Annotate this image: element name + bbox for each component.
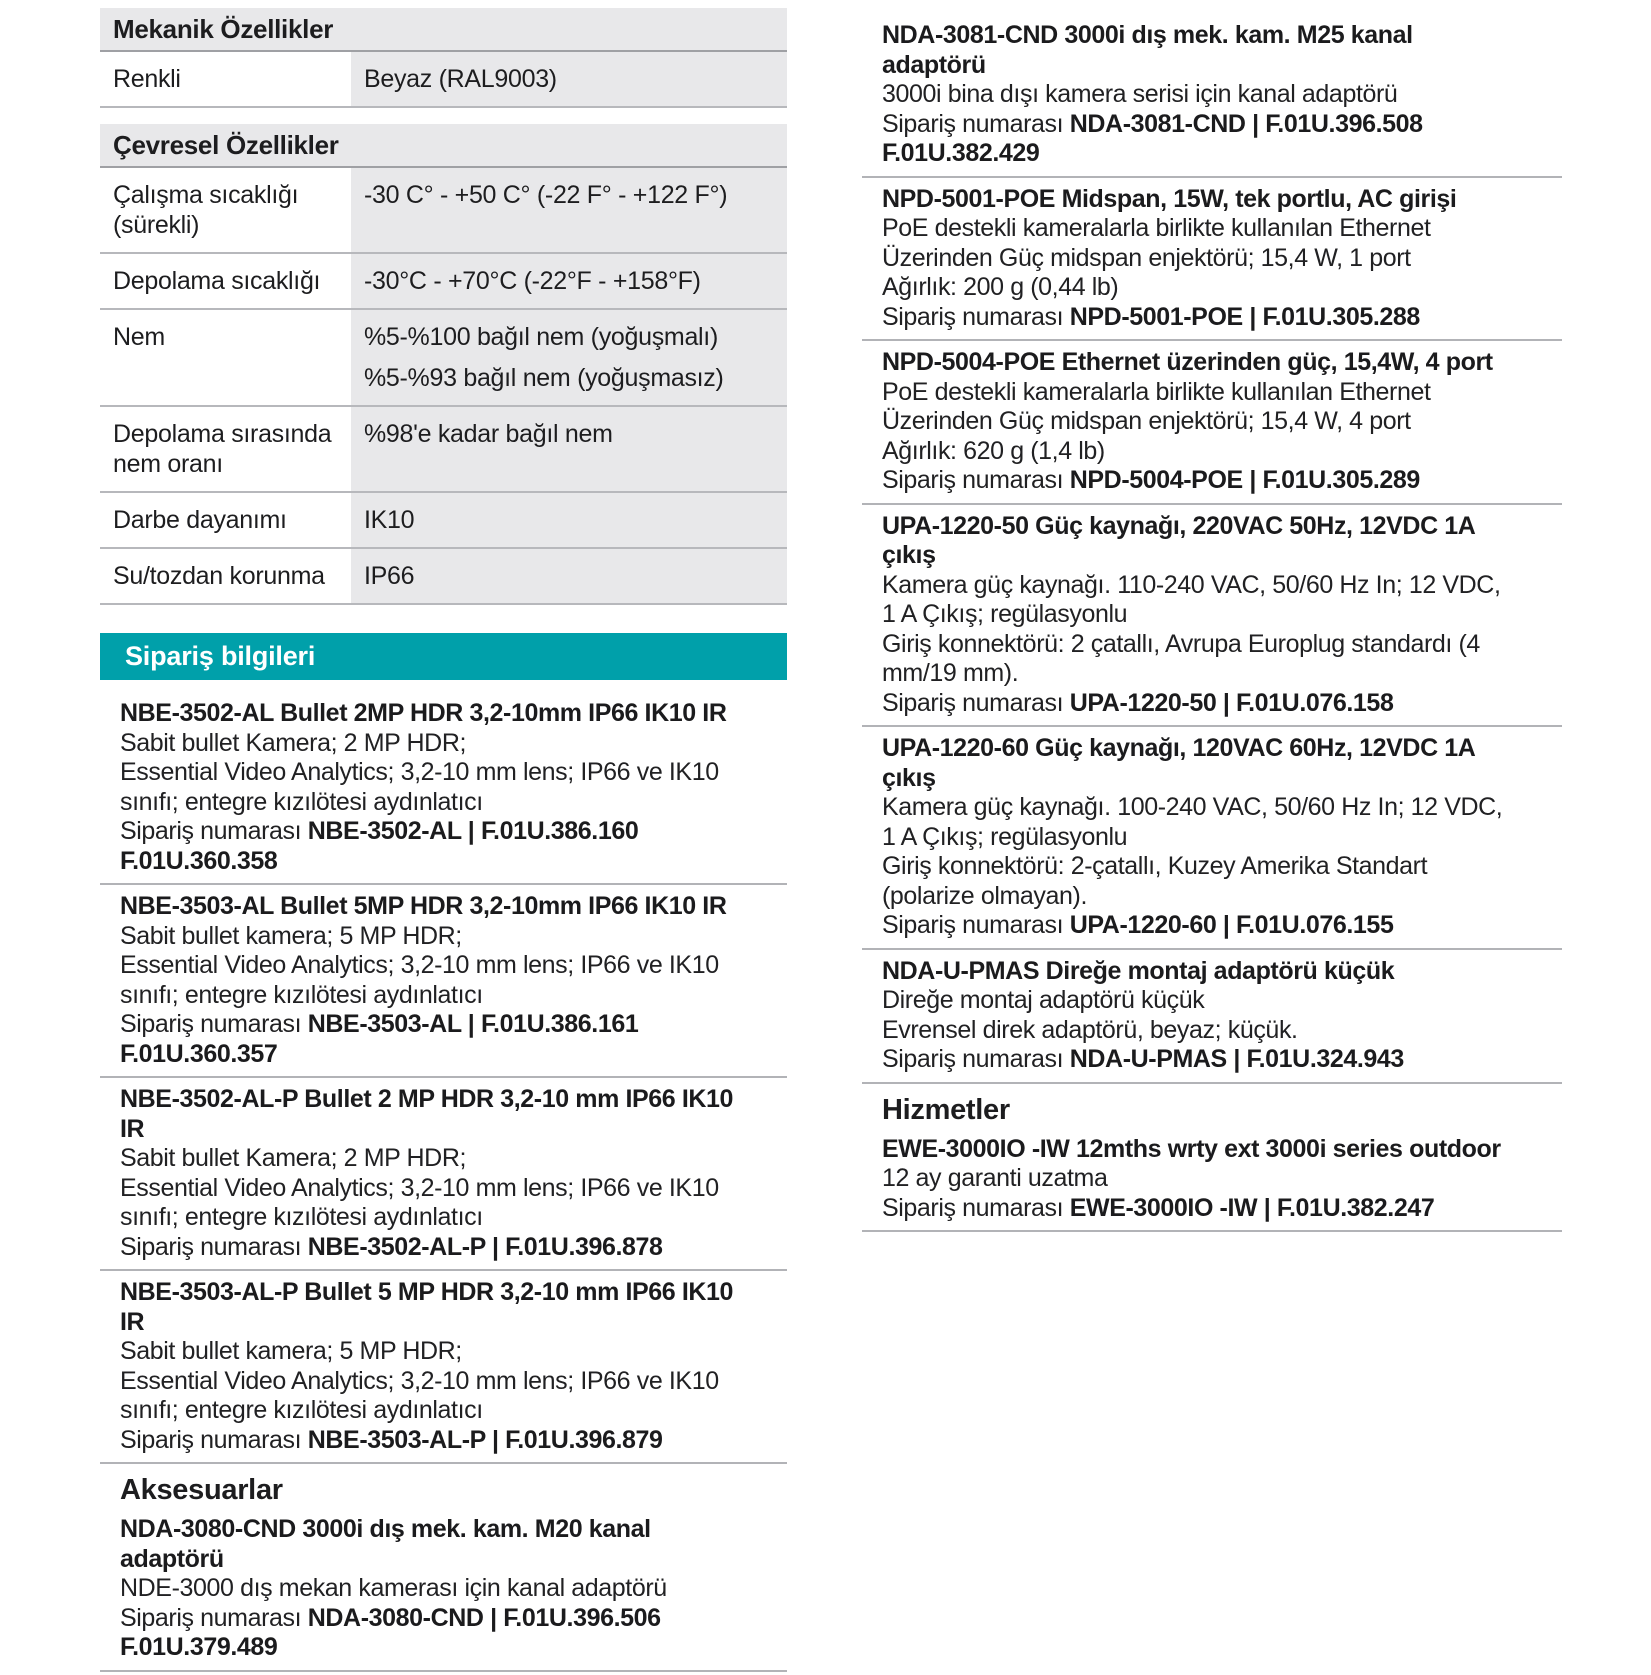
order-number-line — [120, 1233, 787, 1263]
environmental-specs-table — [100, 124, 787, 605]
product-description-line: 1 A Çıkış; regülasyonlu — [882, 600, 1128, 628]
order-label: Sipariş numarası — [882, 911, 1064, 939]
order-number-line — [882, 1045, 1562, 1075]
product-description-line: sınıfı; entegre kızılötesi aydınlatıcı — [120, 1203, 483, 1231]
product-description-line: sınıfı; entegre kızılötesi aydınlatıcı — [120, 1396, 483, 1424]
spec-value: -30°C - +70°C (-22°F - +158°F) — [351, 254, 787, 308]
order-number: NBE-3502-AL-P | F.01U.396.878 — [307, 1232, 663, 1261]
product-description-line: Essential Video Analytics; 3,2-10 mm lens; IP66 ve IK10 — [120, 1366, 719, 1395]
order-number-extra: F.01U.382.429 — [882, 139, 1040, 167]
product-title-line: NBE-3503-AL-P Bullet 5 MP HDR 3,2-10 mm IP66 IK10 — [120, 1278, 734, 1306]
order-label: Sipariş numarası — [882, 466, 1064, 494]
product-description-line: Ağırlık: 200 g (0,44 lb) — [882, 273, 1119, 301]
table-row — [100, 52, 787, 108]
order-number-line — [882, 466, 1562, 496]
product-description-line: Sabit bullet kamera; 5 MP HDR; — [120, 1337, 462, 1365]
product-description-line: NDE-3000 dış mekan kamerası için kanal adaptörü — [120, 1574, 667, 1602]
order-number: NDA-U-PMAS | F.01U.324.943 — [1069, 1045, 1404, 1073]
order-number: EWE-3000IO -IW | F.01U.382.247 — [1069, 1193, 1435, 1222]
product-entry — [100, 885, 787, 1078]
order-number-line — [120, 1426, 787, 1456]
order-label: Sipariş numarası — [120, 1232, 302, 1261]
product-title-line: adaptörü — [882, 50, 986, 79]
spec-value: %5-%100 bağıl nem (yoğuşmalı) %5-%93 bağıl nem (yoğuşmasız) — [351, 310, 787, 405]
left-column — [100, 8, 787, 1672]
order-number: UPA-1220-60 | F.01U.076.155 — [1069, 911, 1394, 939]
order-number: NBE-3503-AL | F.01U.386.161 — [307, 1010, 639, 1038]
spec-label: Darbe dayanımı — [100, 493, 351, 547]
spec-label: Su/tozdan korunma — [100, 549, 351, 603]
product-title-line: EWE-3000IO -IW 12mths wrty ext 3000i series outdoor — [882, 1134, 1501, 1163]
product-entry — [862, 1128, 1562, 1233]
spec-value: IK10 — [351, 493, 787, 547]
table-header: Çevresel Özellikler — [100, 124, 787, 168]
table-header: Mekanik Özellikler — [100, 8, 787, 52]
product-description-line: Kamera güç kaynağı. 110-240 VAC, 50/60 Hz In; 12 VDC, — [882, 570, 1501, 599]
order-number-line — [120, 1604, 787, 1634]
product-description-line: Sabit bullet kamera; 5 MP HDR; — [120, 921, 462, 950]
product-title-line: NBE-3502-AL-P Bullet 2 MP HDR 3,2-10 mm IP66 IK10 — [120, 1085, 734, 1113]
product-entry — [862, 14, 1562, 178]
spec-value: %98'e kadar bağıl nem — [351, 407, 787, 491]
product-description-line: mm/19 mm). — [882, 659, 1019, 687]
product-entry — [862, 727, 1562, 950]
order-info-banner: Sipariş bilgileri — [100, 633, 787, 680]
right-column — [862, 8, 1562, 1672]
product-entry — [862, 341, 1562, 505]
mechanical-specs-table — [100, 8, 787, 108]
product-description-line: Essential Video Analytics; 3,2-10 mm lens; IP66 ve IK10 — [120, 951, 719, 979]
product-description-line: Direğe montaj adaptörü küçük — [882, 986, 1205, 1014]
spec-label: Depolama sıcaklığı — [100, 254, 351, 308]
product-title-line: NDA-3081-CND 3000i dış mek. kam. M25 kanal — [882, 21, 1413, 49]
order-number-line — [882, 110, 1562, 140]
table-row — [100, 254, 787, 310]
accessories-heading: Aksesuarlar — [120, 1474, 283, 1506]
order-label: Sipariş numarası — [120, 1603, 302, 1632]
product-description-line: 3000i bina dışı kamera serisi için kanal adaptörü — [882, 80, 1398, 108]
order-number-extra: F.01U.360.358 — [120, 846, 278, 875]
product-title-line: UPA-1220-50 Güç kaynağı, 220VAC 50Hz, 12VDC 1A — [882, 511, 1476, 540]
spec-label: Renkli — [100, 52, 351, 106]
product-entry — [100, 1078, 787, 1271]
table-row — [100, 549, 787, 605]
product-title-line: UPA-1220-60 Güç kaynağı, 120VAC 60Hz, 12VDC 1A — [882, 734, 1476, 762]
spec-label: Nem — [100, 310, 351, 405]
product-description-line: Essential Video Analytics; 3,2-10 mm lens; IP66 ve IK10 — [120, 758, 719, 786]
product-title-line: NDA-3080-CND 3000i dış mek. kam. M20 kanal — [120, 1515, 651, 1543]
order-label: Sipariş numarası — [882, 302, 1064, 331]
product-description-line: PoE destekli kameralarla birlikte kullanılan Ethernet — [882, 377, 1431, 406]
spec-label: Çalışma sıcaklığı (sürekli) — [100, 168, 351, 252]
order-products-list — [100, 692, 787, 1672]
product-title-line: IR — [120, 1114, 145, 1143]
order-number: NBE-3503-AL-P | F.01U.396.879 — [307, 1425, 663, 1454]
product-description-line: sınıfı; entegre kızılötesi aydınlatıcı — [120, 980, 483, 1009]
order-label: Sipariş numarası — [882, 1045, 1064, 1073]
order-label: Sipariş numarası — [882, 109, 1064, 138]
product-title-line: çıkış — [882, 541, 936, 569]
table-row — [100, 310, 787, 407]
services-heading: Hizmetler — [882, 1093, 1010, 1126]
product-description-line: Kamera güç kaynağı. 100-240 VAC, 50/60 Hz In; 12 VDC, — [882, 793, 1503, 821]
spec-label: Depolama sırasında nem oranı — [100, 407, 351, 491]
order-label: Sipariş numarası — [882, 688, 1064, 717]
product-title-line: adaptörü — [120, 1544, 224, 1573]
product-description-line: Üzerinden Güç midspan enjektörü; 15,4 W, 4 port — [882, 407, 1411, 435]
product-entry — [862, 505, 1562, 728]
product-entry — [100, 1271, 787, 1464]
product-description-line: Essential Video Analytics; 3,2-10 mm lens; IP66 ve IK10 — [120, 1173, 719, 1202]
product-entry — [862, 178, 1562, 342]
table-row — [100, 407, 787, 493]
order-number-line — [882, 911, 1562, 941]
product-title-line: NBE-3503-AL Bullet 5MP HDR 3,2-10mm IP66 IK10 IR — [120, 892, 727, 920]
order-number-extra: F.01U.360.357 — [120, 1039, 278, 1068]
product-title-line: NBE-3502-AL Bullet 2MP HDR 3,2-10mm IP66 IK10 IR — [120, 699, 727, 727]
product-description-line: Üzerinden Güç midspan enjektörü; 15,4 W, 1 port — [882, 243, 1411, 272]
order-number: NDA-3081-CND | F.01U.396.508 — [1069, 109, 1423, 138]
spec-value: IP66 — [351, 549, 787, 603]
product-title-line: NPD-5001-POE Midspan, 15W, tek portlu, AC girişi — [882, 184, 1457, 213]
order-number-extra: F.01U.379.489 — [120, 1633, 278, 1661]
product-description-line: PoE destekli kameralarla birlikte kullanılan Ethernet — [882, 214, 1431, 242]
order-number-line — [882, 1194, 1562, 1224]
order-number: NBE-3502-AL | F.01U.386.160 — [307, 817, 639, 845]
order-label: Sipariş numarası — [120, 817, 302, 845]
product-description-line: Sabit bullet Kamera; 2 MP HDR; — [120, 1144, 467, 1172]
product-description-line: 1 A Çıkış; regülasyonlu — [882, 822, 1128, 851]
order-label: Sipariş numarası — [120, 1425, 302, 1454]
order-label: Sipariş numarası — [120, 1010, 302, 1038]
order-number: NDA-3080-CND | F.01U.396.506 — [307, 1603, 661, 1632]
product-description-line: (polarize olmayan). — [882, 881, 1087, 910]
product-title-line: IR — [120, 1307, 145, 1336]
order-number: UPA-1220-50 | F.01U.076.158 — [1069, 688, 1394, 717]
spec-value: -30 C° - +50 C° (-22 F° - +122 F°) — [351, 168, 787, 252]
product-title-line: NPD-5004-POE Ethernet üzerinden güç, 15,4W, 4 port — [882, 348, 1493, 376]
product-description-line: Evrensel direk adaptörü, beyaz; küçük. — [882, 1015, 1298, 1044]
order-number: NPD-5004-POE | F.01U.305.289 — [1069, 466, 1420, 494]
spec-value: Beyaz (RAL9003) — [351, 52, 787, 106]
product-entry — [100, 1508, 787, 1672]
order-number-line — [120, 1010, 787, 1040]
product-title-line: NDA-U-PMAS Direğe montaj adaptörü küçük — [882, 956, 1395, 985]
table-row — [100, 493, 787, 549]
order-number: NPD-5001-POE | F.01U.305.288 — [1069, 302, 1420, 331]
product-description-line: Ağırlık: 620 g (1,4 lb) — [882, 436, 1105, 465]
product-description-line: Giriş konnektörü: 2 çatallı, Avrupa Europlug standardı (4 — [882, 629, 1480, 658]
product-title-line: çıkış — [882, 763, 936, 792]
product-description-line: Sabit bullet Kamera; 2 MP HDR; — [120, 728, 467, 757]
order-label: Sipariş numarası — [882, 1193, 1064, 1222]
order-number-line — [120, 817, 787, 847]
order-number-line — [882, 689, 1562, 719]
product-description-line: sınıfı; entegre kızılötesi aydınlatıcı — [120, 787, 483, 816]
product-entry — [862, 950, 1562, 1084]
product-entry — [100, 692, 787, 885]
order-number-line — [882, 303, 1562, 333]
product-description-line: Giriş konnektörü: 2-çatallı, Kuzey Amerika Standart — [882, 852, 1428, 880]
table-row — [100, 168, 787, 254]
product-description-line: 12 ay garanti uzatma — [882, 1164, 1108, 1192]
